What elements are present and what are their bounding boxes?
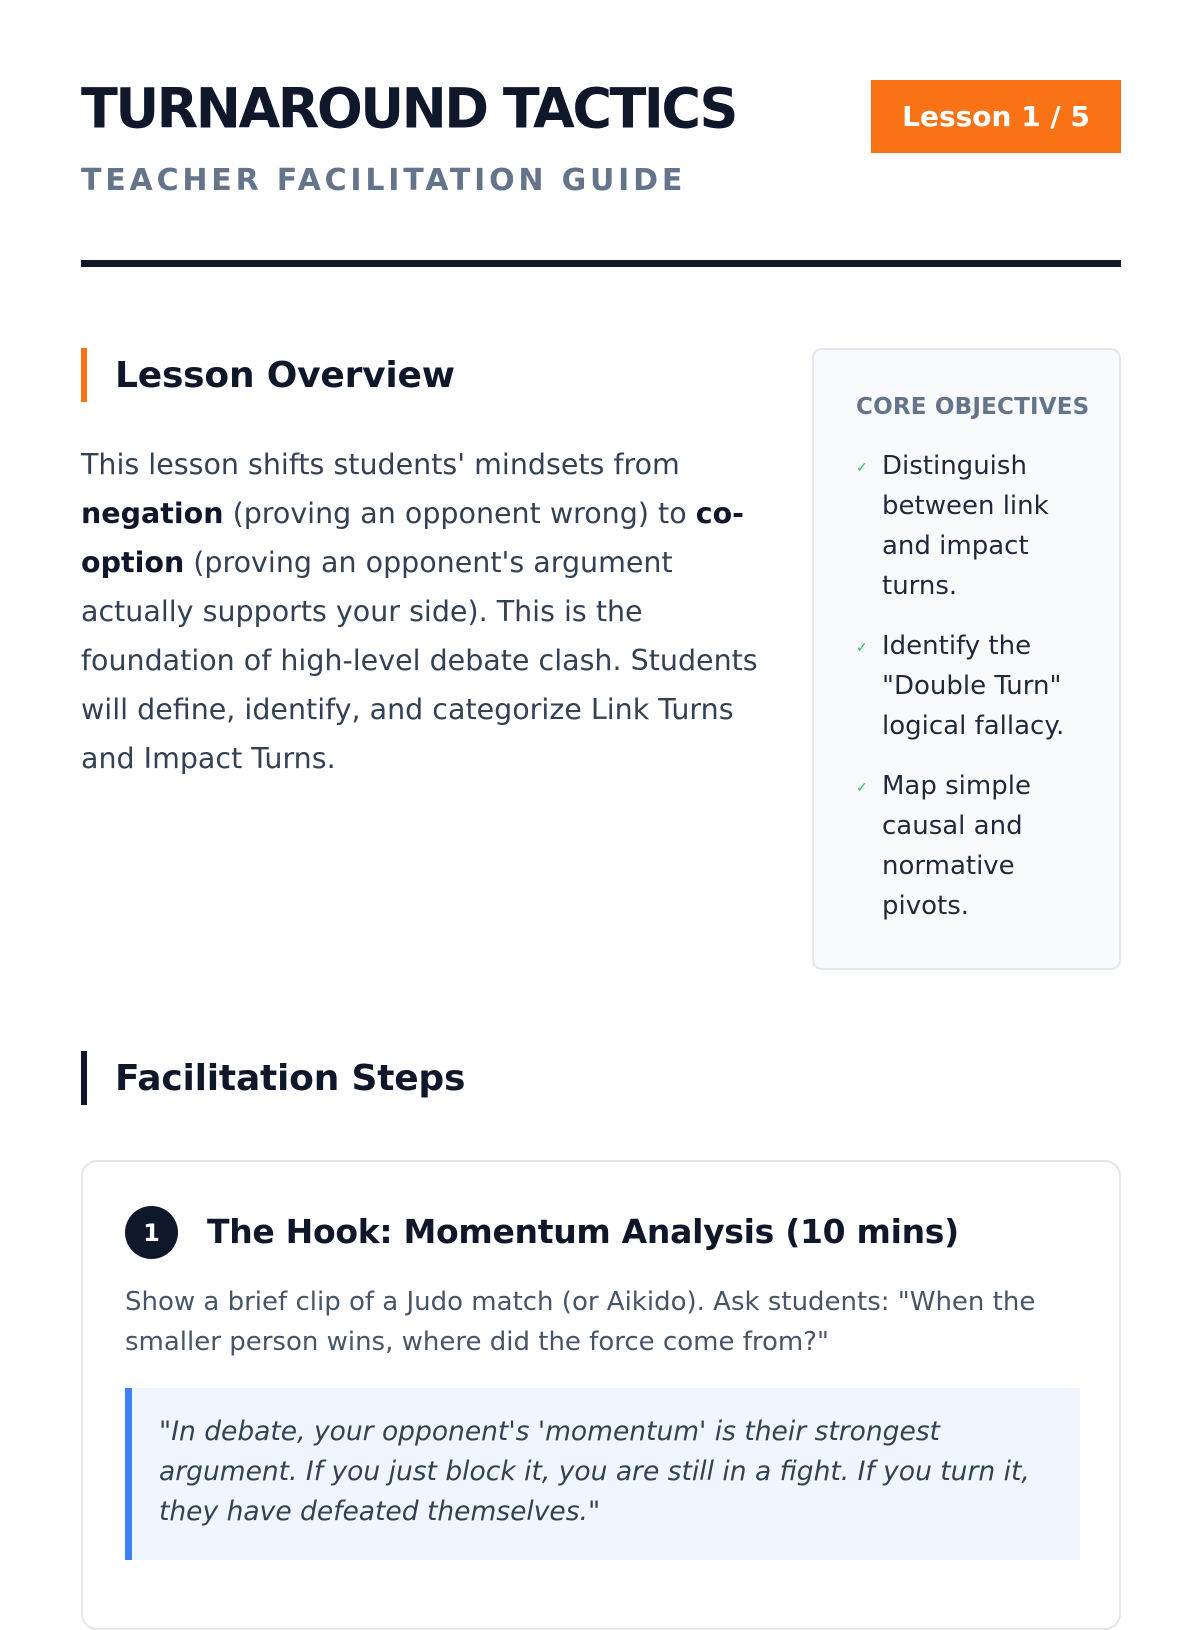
objective-text: Distinguish between link and impact turns. (882, 451, 1049, 601)
overview-accent-bar (81, 348, 87, 402)
overview-text-part-1: This lesson shifts students' mindsets from (81, 448, 680, 481)
page-header (81, 0, 1121, 268)
check-icon: ✓ (856, 460, 868, 476)
core-objectives-heading: CORE OBJECTIVES (856, 394, 1090, 420)
step-number-badge: 1 (125, 1206, 178, 1259)
objective-text: Map simple causal and normative pivots. (882, 771, 1031, 921)
step-title: The Hook: Momentum Analysis (10 mins) (207, 1212, 959, 1251)
objective-text: Identify the "Double Turn" logical fallacy. (882, 631, 1065, 741)
overview-term-co-option: co-option (81, 497, 744, 579)
overview-text-part-3: (proving an opponent's argument actually supports your side). This is the foundation of high-level debate clash. Students will define, identify, and categorize Link Turns and Impact Turns. (81, 546, 758, 775)
facilitation-title: Facilitation Steps (115, 1057, 466, 1099)
objective-item (856, 446, 1099, 606)
check-icon: ✓ (856, 780, 868, 796)
guide-page (81, 0, 1121, 1527)
step-card (81, 1160, 1121, 1630)
step-description: Show a brief clip of a Judo match (or Aikido). Ask students: "When the smaller person wins, where did the force come from?" (125, 1287, 1036, 1357)
facilitation-heading (81, 1051, 465, 1105)
lesson-badge: Lesson 1 / 5 (871, 80, 1121, 153)
overview-heading (81, 348, 455, 402)
overview-text (81, 440, 771, 783)
overview-term-negation: negation (81, 497, 224, 530)
objective-item (856, 626, 1099, 746)
check-icon: ✓ (856, 640, 868, 656)
objectives-list (856, 446, 1099, 926)
page-title: TURNAROUND TACTICS (81, 76, 736, 141)
core-objectives-card (812, 348, 1121, 970)
objective-item (856, 766, 1099, 926)
overview-title: Lesson Overview (115, 354, 455, 396)
overview-text-part-2: (proving an opponent wrong) to (223, 497, 696, 530)
header-divider (81, 260, 1121, 267)
facilitation-accent-bar (81, 1051, 87, 1105)
page-subtitle: TEACHER FACILITATION GUIDE (81, 163, 687, 198)
step-quote: "In debate, your opponent's 'momentum' is their strongest argument. If you just block it, you are still in a fight. If you turn it, they have defeated themselves." (125, 1388, 1080, 1560)
